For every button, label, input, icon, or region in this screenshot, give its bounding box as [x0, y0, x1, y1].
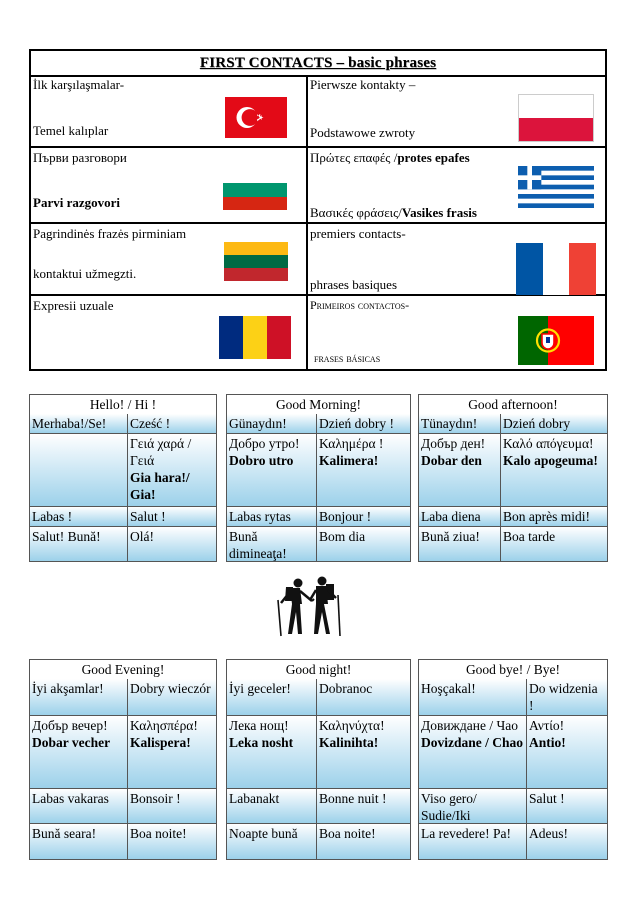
night-bulgarian-native: Лека нощ! — [229, 718, 289, 733]
afternoon-portuguese: Boa tarde — [501, 527, 607, 561]
hello-lithuanian: Labas ! — [30, 507, 128, 527]
evening-title: Good Evening! — [30, 660, 216, 680]
night-lithuanian: Labanakt — [227, 789, 317, 824]
lithuanian-line2: kontaktui užmegzti. — [33, 266, 137, 281]
poland-flag — [518, 94, 594, 142]
portuguese-line2: frases básicas — [314, 351, 381, 365]
hello-french: Salut ! — [128, 507, 216, 527]
bye-greek-translit: Antio! — [529, 735, 566, 750]
greek-line2-translit: Vasikes frasis — [401, 205, 477, 220]
hello-greek-translit: Gia hara!/ Gia! — [130, 470, 190, 502]
polish-line1: Pierwsze kontakty – — [310, 77, 416, 92]
bulgaria-flag — [223, 170, 287, 210]
night-polish: Dobranoc — [317, 679, 410, 716]
evening-greek-translit: Kalispera! — [130, 735, 191, 750]
afternoon-bulgarian-native: Добър ден! — [421, 436, 486, 451]
evening-lithuanian: Labas vakaras — [30, 789, 128, 824]
turkey-flag — [225, 97, 287, 138]
evening-turkish: İyi akşamlar! — [30, 679, 128, 716]
night-greek-native: Καληνύχτα! — [319, 718, 385, 733]
night-greek-translit: Kalinihta! — [319, 735, 379, 750]
night-bulgarian-translit: Leka nosht — [229, 735, 294, 750]
bye-bulgarian-translit: Dovizdane / Chao — [421, 735, 524, 750]
greek-cell — [308, 148, 605, 222]
romanian-line1: Expresii uzuale — [33, 298, 114, 313]
portuguese-cell — [308, 296, 605, 369]
lithuania-flag — [224, 242, 288, 281]
evening-romanian: Bună seara! — [30, 824, 128, 859]
bulgarian-line2: Parvi razgovori — [33, 195, 120, 210]
hello-greek — [128, 434, 216, 507]
night-title: Good night! — [227, 660, 410, 680]
hello-polish: Cześć ! — [128, 414, 216, 434]
portugal-flag — [518, 316, 594, 365]
hello-portuguese: Olá! — [128, 527, 216, 561]
afternoon-french: Bon après midi! — [501, 507, 607, 527]
morning-greek-translit: Kalimera! — [319, 453, 379, 468]
evening-french: Bonsoir ! — [128, 789, 216, 824]
bye-romanian: La revedere! Pa! — [419, 824, 527, 859]
evening-bulgarian — [30, 716, 128, 789]
morning-greek — [317, 434, 410, 507]
afternoon-bulgarian — [419, 434, 501, 507]
afternoon-title: Good afternoon! — [419, 395, 607, 415]
header-row-lithuanian-french — [31, 224, 605, 296]
bye-turkish: Hoşçakal! — [419, 679, 527, 716]
lithuanian-cell — [31, 224, 308, 294]
greek-line1 — [310, 150, 470, 166]
greek-line2-native: Βασικές φράσεις/ — [310, 205, 402, 220]
france-flag — [516, 243, 596, 295]
morning-title: Good Morning! — [227, 395, 410, 415]
morning-table — [226, 394, 411, 562]
afternoon-greek — [501, 434, 607, 507]
bye-greek-native: Αντίο! — [529, 718, 565, 733]
hello-title: Hello! / Hi ! — [30, 395, 216, 415]
bye-lithuanian: Viso gero/ Sudie/Iki — [419, 789, 527, 824]
evening-polish: Dobry wieczór — [128, 679, 216, 716]
bye-french: Salut ! — [527, 789, 607, 824]
afternoon-polish: Dzień dobry — [501, 414, 607, 434]
night-table — [226, 659, 411, 860]
portuguese-line1: Primeiros contactos- — [310, 298, 410, 312]
evening-greek-native: Καλησπέρα! — [130, 718, 198, 733]
french-cell — [308, 224, 605, 294]
bye-polish: Do widzenia ! — [527, 679, 607, 716]
page-title: FIRST CONTACTS – basic phrases — [31, 51, 605, 77]
night-bulgarian — [227, 716, 317, 789]
morning-lithuanian: Labas rytas — [227, 507, 317, 527]
afternoon-greek-translit: Kalo apogeuma! — [503, 453, 598, 468]
afternoon-romanian: Bună ziua! — [419, 527, 501, 561]
night-french: Bonne nuit ! — [317, 789, 410, 824]
morning-polish: Dzień dobry ! — [317, 414, 410, 434]
hikers-icon — [268, 575, 350, 637]
bulgarian-cell — [31, 148, 308, 222]
greek-line1-translit: protes epafes — [397, 150, 470, 165]
afternoon-greek-native: Καλό απόγευμα! — [503, 436, 594, 451]
morning-bulgarian-native: Добро утро! — [229, 436, 300, 451]
french-line1: premiers contacts- — [310, 226, 406, 241]
bulgarian-line1: Първи разговори — [33, 150, 127, 165]
bye-bulgarian-native: Довиждане / Чао — [421, 718, 518, 733]
romania-flag — [219, 316, 291, 359]
turkish-cell — [31, 75, 308, 146]
header-row-turkish-polish — [31, 75, 605, 148]
lithuanian-line1: Pagrindinės frazės pirminiam — [33, 226, 187, 241]
morning-greek-native: Καλημέρα ! — [319, 436, 384, 451]
afternoon-turkish: Tünaydın! — [419, 414, 501, 434]
header-row-romanian-portuguese — [31, 296, 605, 369]
greek-line1-native: Πρώτες επαφές / — [310, 150, 398, 165]
hello-bulgarian — [30, 434, 128, 507]
night-romanian: Noapte bună — [227, 824, 317, 859]
turkish-line1: İlk karşılaşmalar- — [33, 77, 125, 92]
polish-line2: Podstawowe zwroty — [310, 125, 416, 140]
evening-bulgarian-native: Добър вечер! — [32, 718, 108, 733]
bye-table — [418, 659, 608, 860]
afternoon-bulgarian-translit: Dobar den — [421, 453, 482, 468]
night-greek — [317, 716, 410, 789]
bye-greek — [527, 716, 607, 789]
afternoon-lithuanian: Laba diena — [419, 507, 501, 527]
evening-portuguese: Boa noite! — [128, 824, 216, 859]
evening-table — [29, 659, 217, 860]
header-table — [29, 49, 607, 371]
evening-bulgarian-translit: Dobar vecher — [32, 735, 111, 750]
morning-turkish: Günaydın! — [227, 414, 317, 434]
morning-bulgarian-translit: Dobro utro — [229, 453, 294, 468]
bye-bulgarian — [419, 716, 527, 789]
hello-table — [29, 394, 217, 562]
morning-bulgarian — [227, 434, 317, 507]
turkish-line2: Temel kalıplar — [33, 123, 109, 138]
french-line2: phrases basiques — [310, 277, 398, 292]
morning-french: Bonjour ! — [317, 507, 410, 527]
night-turkish: İyi geceler! — [227, 679, 317, 716]
hello-turkish: Merhaba!/Se! — [30, 414, 128, 434]
morning-portuguese: Bom dia — [317, 527, 410, 561]
polish-cell — [308, 75, 605, 146]
hello-romanian: Salut! Bună! — [30, 527, 128, 561]
afternoon-table — [418, 394, 608, 562]
evening-greek — [128, 716, 216, 789]
bye-portuguese: Adeus! — [527, 824, 607, 859]
hello-greek-native: Γειά χαρά / Γειά — [130, 436, 192, 468]
night-portuguese: Boa noite! — [317, 824, 410, 859]
bye-title: Good bye! / Bye! — [419, 660, 607, 680]
romanian-cell — [31, 296, 308, 369]
greek-line2 — [310, 205, 477, 221]
greece-flag — [518, 166, 594, 208]
morning-romanian: Bună dimineaţa! — [227, 527, 317, 561]
header-row-bulgarian-greek — [31, 148, 605, 224]
